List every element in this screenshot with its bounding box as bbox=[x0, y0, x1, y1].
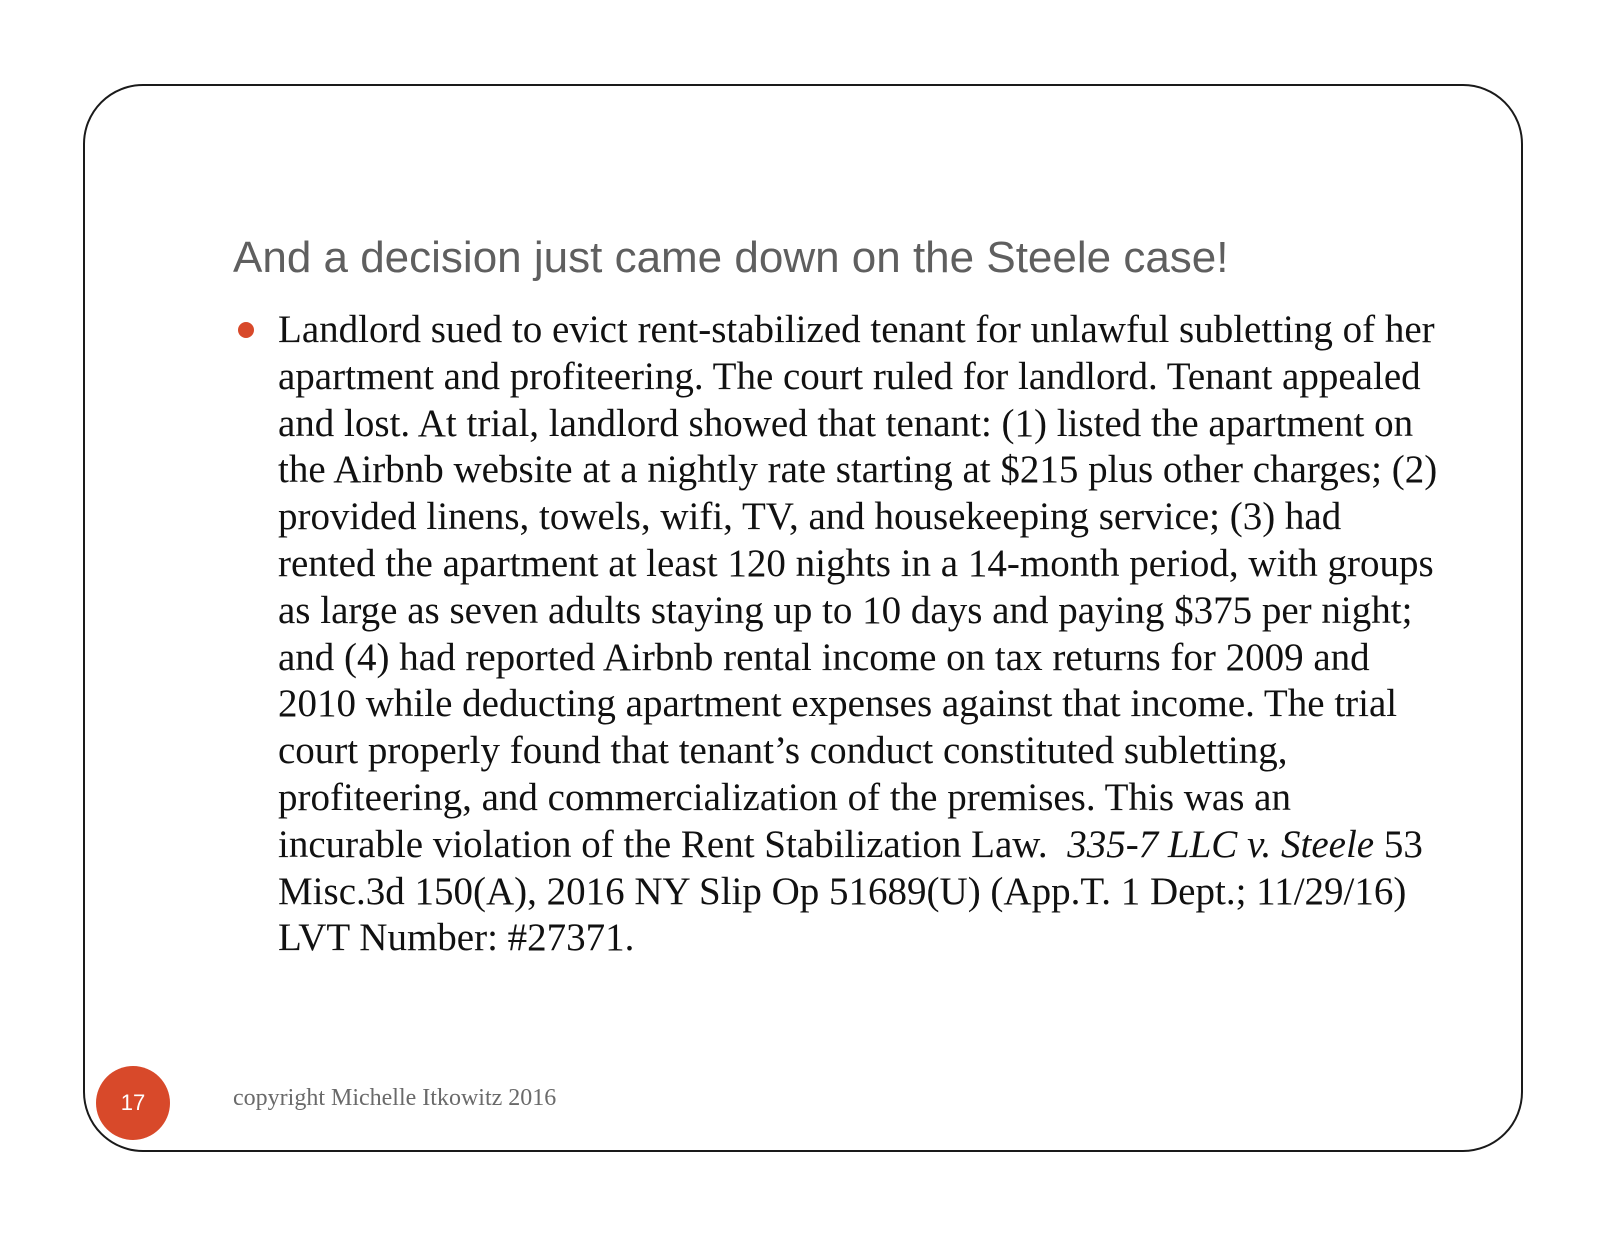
page-number-badge: 17 bbox=[96, 1066, 170, 1140]
bullet-dot-icon bbox=[238, 322, 254, 338]
bullet-text bbox=[278, 307, 1445, 962]
slide-title: And a decision just came down on the Steele case! bbox=[233, 233, 1229, 282]
copyright-footer: copyright Michelle Itkowitz 2016 bbox=[233, 1085, 557, 1111]
case-citation: 53 Misc.3d 150(A), 2016 NY Slip Op 51689(U) (App.T. 1 Dept.; 11/29/16) LVT Number: #27371. bbox=[278, 822, 1423, 960]
case-name: 335-7 LLC v. Steele bbox=[1067, 822, 1375, 866]
bullet-body: Landlord sued to evict rent-stabilized tenant for unlawful subletting of her apartment and profiteering. The court ruled for landlord. Tenant appealed and lost. At trial, landlord showed that tenant: (1) listed the apartment on the Airbnb website at a nightly rate starting at $215 plus other charges; (2) provided linens, towels, wifi, TV, and housekeeping service; (3) had rented the apartment at least 120 nights in a 14-month period, with groups as large as seven adults staying up to 10 days and paying $375 per night; and (4) had reported Airbnb rental income on tax returns for 2009 and 2010 while deducting apartment expenses against that income. The trial court properly found that tenant’s conduct constituted subletting, profiteering, and commercialization of the premises. This was an incurable violation of the Rent Stabilization Law. bbox=[278, 308, 1438, 866]
